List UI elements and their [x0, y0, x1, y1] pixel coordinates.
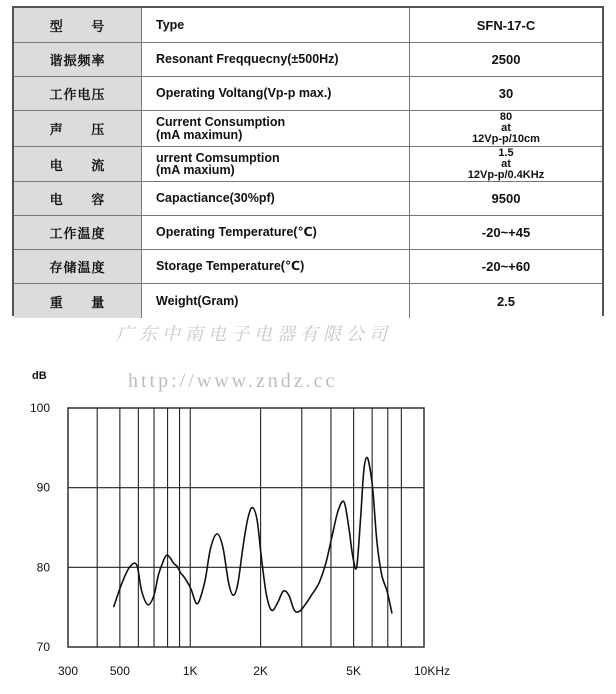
spec-row	[14, 76, 602, 110]
spec-value	[410, 182, 602, 215]
spec-value-line: SFN-17-C	[476, 17, 536, 33]
spec-value	[410, 8, 602, 42]
spec-label-en	[142, 250, 410, 283]
spec-value-line: 9500	[491, 191, 521, 206]
spec-label-en-line: Weight(Gram)	[156, 293, 239, 308]
spec-label-en-line: Type	[156, 17, 185, 32]
spec-value-line: 2.5	[496, 293, 516, 309]
y-axis-label: dB	[32, 370, 47, 382]
spec-value	[410, 250, 602, 283]
x-tick-label: 5K	[346, 664, 361, 678]
watermark-url: http://www.zndz.cc	[128, 370, 338, 392]
spec-label-en-line: Resonant Freqquecny(±500Hz)	[156, 52, 339, 67]
spec-value-line: 12Vp-p/0.4KHz	[467, 168, 545, 181]
spec-label-cn: 电 容	[14, 182, 142, 215]
spec-value	[410, 43, 602, 76]
spec-row	[14, 110, 602, 146]
spec-row	[14, 42, 602, 76]
spec-label-en	[142, 284, 410, 318]
spec-label-en	[142, 216, 410, 249]
y-tick-label: 70	[36, 640, 50, 654]
spec-value-line: 30	[498, 86, 514, 101]
spec-label-en	[142, 182, 410, 215]
spec-row	[14, 249, 602, 283]
spec-value-line: -20~+60	[481, 259, 531, 274]
spec-label-cn: 存储温度	[14, 250, 142, 283]
watermark-company: 广东中南电子电器有限公司	[116, 324, 392, 345]
x-tick-label: 1K	[182, 664, 198, 678]
y-tick-label: 90	[36, 480, 50, 495]
spec-value	[410, 111, 602, 146]
spec-value	[410, 147, 602, 181]
spec-value-line: at	[501, 157, 511, 170]
spec-label-en	[142, 77, 410, 110]
x-tick-label: 500	[109, 664, 130, 678]
spec-label-en-line: Operating Temperature(℃)	[156, 225, 317, 240]
spec-value-line: 80	[499, 111, 513, 123]
spec-label-en	[142, 147, 410, 181]
spec-value	[410, 284, 602, 318]
spec-label-cn: 工作电压	[14, 77, 142, 110]
spec-label-en-line: Current Consumption	[156, 115, 286, 129]
spec-label-en-line: (mA maximun)	[156, 127, 243, 142]
spec-label-cn: 谐振频率	[14, 43, 142, 76]
spec-row	[14, 8, 602, 42]
spec-label-en-line: urrent Comsumption	[156, 150, 280, 165]
frequency-response-chart	[0, 360, 616, 694]
x-tick-label: 10KHz	[414, 664, 451, 678]
spec-row	[14, 181, 602, 215]
spec-value-line: at	[501, 122, 511, 134]
x-tick-label: 300	[57, 664, 79, 678]
spec-label-en-line: Operating Voltang(Vp-p max.)	[156, 86, 332, 101]
spec-label-en-line: (mA maxium)	[156, 163, 235, 177]
spec-label-en	[142, 111, 410, 146]
response-curve	[114, 457, 392, 613]
spec-value	[410, 77, 602, 110]
spec-row	[14, 215, 602, 249]
spec-label-cn: 型 号	[14, 8, 142, 42]
spec-table	[12, 6, 604, 316]
spec-value-line: 12Vp-p/10cm	[472, 133, 540, 145]
y-tick-label: 100	[29, 401, 50, 415]
spec-value-line: -20~+45	[481, 225, 531, 240]
spec-value-line: 1.5	[498, 146, 514, 159]
spec-label-en-line: Capactiance(30%pf)	[156, 191, 275, 206]
y-tick-label: 80	[36, 560, 50, 575]
spec-label-cn: 工作温度	[14, 216, 142, 249]
spec-label-en	[142, 8, 410, 42]
spec-label-en	[142, 43, 410, 76]
spec-label-cn: 电 流	[14, 147, 142, 181]
spec-label-en-line: Storage Temperature(℃)	[156, 259, 305, 274]
spec-label-cn: 重 量	[14, 284, 142, 318]
spec-value	[410, 216, 602, 249]
spec-value-line: 2500	[491, 52, 521, 67]
spec-row	[14, 146, 602, 181]
x-tick-label: 2K	[253, 664, 268, 678]
spec-label-cn: 声 压	[14, 111, 142, 146]
spec-row	[14, 283, 602, 318]
